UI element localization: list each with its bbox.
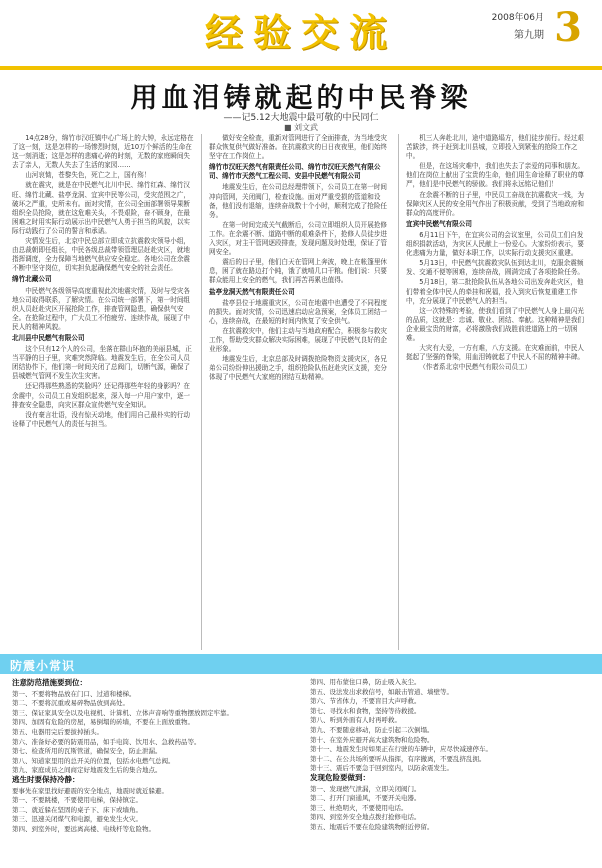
safety-title: 防震小常识 (10, 659, 76, 673)
safety-tip: 第一、不要跳楼，不要使用电梯，保持镇定。 (12, 796, 142, 805)
safety-tip: 第二、就近躲在坚固的桌子下、床下或墙角。 (12, 805, 142, 814)
safety-tip: 第九、不要随意移动，防止引起二次倒塌。 (310, 725, 434, 734)
safety-tip: 第五、电器用完后要拔掉插头。 (12, 727, 103, 736)
article-paragraph: 做好安全检查，重新对管网进行了全面排查，为当地受灾群众恢复供气做好准备。在抗震救灾的日日夜夜里，他们始终坚守在工作岗位上。 (209, 134, 388, 161)
article-paragraph: 山河哀恸，苍黎失色，死亡之上，国有殇！ (25, 171, 151, 180)
article-column-2 (209, 134, 391, 650)
safety-column-right (310, 678, 592, 866)
article-paragraph: 5月13日，中民燃气抗震救灾队伍到达北川，克服余震频发、交通不便等困难，连续奋战，圆满完成了各项抢险任务。 (406, 259, 585, 277)
safety-tip: 第八、知道家里用的总开关的位置，包括水电燃气总阀。 (12, 756, 175, 765)
safety-tip: 第三、迅速关闭煤气和电源，避免发生火灾。 (12, 815, 142, 824)
article-paragraph: 就在震灾，就是在中民燃气北川中民、绵竹红森、绵竹汉旺、绵竹北藏、盐亭龙洞、宜宾中民等公司，受灾范围之广，破坏之严重，史所未有。面对灾情，在公司全面部署领导果断组织全员抢险，就在这危难关头，不畏艰险，奋不顾身，在最困难之时用实际行动展示出中民燃气人勇于担当的风貌，以实际行动践行了公司的誓言和承诺。 (12, 181, 191, 235)
article-column-3 (406, 134, 590, 650)
masthead-divider (0, 66, 602, 70)
safety-tip: 第九、家庭成员之间商定好地震发生后的集合地点。 (12, 766, 162, 775)
safety-tip: 第五、设法发出求救信号，如敲击管道、墙壁等。 (310, 687, 453, 696)
safety-tip: 第十二、在公共场所要听从指挥，有序撤离，不要乱挤乱拥。 (310, 754, 486, 763)
safety-subheading: 逃生时要保持冷静： (12, 774, 80, 784)
article-paragraph: 没有豪言壮语，没有惊天动地，他们用自己最朴实的行动诠释了中民燃气人的责任与担当。 (12, 410, 191, 428)
article-subheading: 盐亭龙洞天然气有限责任公司 (209, 287, 295, 296)
safety-tip: 第三、保证家具安全以及电视机、计算机、立体声音响等重物摆放固定牢靠。 (12, 708, 233, 717)
column-divider (201, 134, 202, 650)
article-paragraph: 5月18日，第二批抢险队伍从各地公司出发奔赴灾区，他们带着全体中民人的牵挂和祝福，投入到灾后恢复重建工作中，充分展现了中民燃气人的担当。 (406, 278, 584, 305)
article-column-1 (12, 134, 194, 650)
article-body (12, 134, 590, 650)
article-paragraph: 在抗震救灾中，他们主动与当地政府配合，积极参与救灾工作，帮助受灾群众解决实际困难，展现了中民燃气良好的企业形象。 (209, 326, 388, 354)
article-paragraph: 14点28分，绵竹市汉旺镇中心广场上的大钟，永远定格在了这一刻，这是怎样的一场惨烈时刻，近10万个鲜活的生命在这一刻消逝；这是怎样的悲痛心碎的时刻，无数的家庭瞬间失去了亲人，无数人失去了生活的家园…… (12, 134, 194, 170)
safety-tips-section (0, 654, 602, 868)
article-paragraph: 盐亭县位于地震重灾区，公司在地震中也遭受了不同程度的损失。面对灾情，公司迅速启动应急预案，全体员工团结一心，连续奋战，在最短的时间内恢复了安全供气。 (209, 298, 388, 325)
safety-tip: 第七、检查所用的瓦斯管道，确保安全，防止泄漏。 (12, 747, 162, 756)
article-subheading: 绵竹市汉旺天然气有限责任公司、绵竹市汉旺天然气有限公司、绵竹市天然气工程公司、安县中民燃气有限公司 (209, 163, 381, 181)
safety-subheading: 注意防范措施要到位： (12, 678, 87, 687)
article-subheading: 宜宾中民燃气有限公司 (406, 219, 472, 228)
masthead (0, 0, 602, 74)
article-paragraph: 但是，在这场灾难中，我们也失去了亲爱的同事和朋友。他们在岗位上献出了宝贵的生命，他们用生命诠释了职业的尊严，他们是中民燃气的骄傲。我们将永远铭记他们！ (406, 162, 585, 189)
article-byline: ■ 刘文武 (283, 123, 319, 132)
safety-tip: 第二、打开门窗通风，不要开关电器。 (310, 794, 421, 803)
safety-subheading: 发现危险要做到： (310, 772, 370, 782)
article-paragraph: （作者系北京中民燃气有限公司员工） (419, 363, 532, 372)
article-paragraph: 在余震不断的日子里，中民员工奋战在抗震救灾一线，为保障灾区人民的安全用气作出了积极贡献，受到了当地政府和群众的高度评价。 (406, 190, 585, 217)
safety-tip: 第十一、地震发生时如果正在行驶的车辆中，应尽快减速停车。 (310, 745, 492, 754)
safety-column-left (12, 678, 294, 866)
safety-tip: 第四、用布蒙住口鼻，防止吸入灰尘。 (310, 678, 421, 686)
article-subtitle: ——记5.12大地震中最可敬的中民同仁 (223, 113, 379, 123)
article-paragraph: 中民燃气各级领导高度重视此次地震灾情，及时与受灾各地公司取得联系，了解灾情。在公司统一部署下，第一时间组织人员赶赴灾区开展抢险工作，排查管网隐患，确保供气安全。在抢险过程中，广大员工不怕疲劳、连续作战，展现了中民人的精神风貌。 (12, 286, 191, 331)
safety-tip: 第十三、震后不要急于回到室内，以防余震发生。 (310, 764, 453, 773)
article-subheading: 绵竹北藏公司 (12, 275, 52, 284)
safety-tip: 第四、到室外时，要远离高楼、电线杆等危险物。 (12, 824, 155, 833)
article-paragraph: 震后的日子里，他们白天在管网上奔波，晚上在帐篷里休息，困了就在路边打个盹，饿了就啃几口干粮。他们说：只要群众能用上安全的燃气，我们再苦再累也值得。 (209, 258, 388, 285)
article-subheading: 北川县中民燃气有限公司 (12, 333, 85, 342)
safety-tip: 第四、到室外安全地点拨打抢修电话。 (310, 813, 421, 822)
article-paragraph: 大灾有大爱，一方有难，八方支援。在灾难面前，中民人挺起了坚强的脊梁，用血泪铸就起了中民人不屈的精神丰碑。 (406, 344, 585, 362)
article-paragraph: 这个只有12个人的公司，坐落在群山环抱的美丽县城，正当平静的日子里，灾难突然降临。地震发生后，在全公司人员团结协作下，他们第一时间关闭了总阀门，切断气源，确保了县城燃气管网不发生次生灾害。 (12, 345, 192, 381)
safety-header-band (0, 654, 602, 674)
safety-tip: 第八、听到外面有人时再呼救。 (310, 716, 401, 725)
safety-tip: 第六、节省体力，不要盲目大声呼救。 (310, 697, 421, 706)
safety-tip: 第三、杜绝明火，不要使用电话。 (310, 803, 408, 812)
article-headline: 用血泪铸就起的中民脊梁 (130, 83, 472, 114)
article-paragraph: 在第一时间完成关气截断后，公司立即组织人员开展抢修工作。在余震不断、道路中断的艰难条件下，抢修人员徒步进入灾区，对主干管网逐段排查，发现问题及时处理，保证了管网安全。 (209, 220, 388, 257)
article-paragraph: 还记得那些熟悉的笑脸吗？还记得那些年轻的身影吗？在余震中，公司员工自发组织起来，深入每一户用户家中，逐一排查安全隐患，向灾区群众宣传燃气安全知识。 (12, 382, 191, 409)
issue-date: 2008年06月 (491, 13, 544, 23)
safety-tip: 第一、发现燃气泄漏，立即关闭阀门。 (310, 784, 421, 793)
section-title: 经验交流 (204, 10, 397, 55)
safety-tip: 第五、地震后不要在危险建筑物附近停留。 (310, 822, 434, 831)
article-paragraph: 机三人奔赴北川，途中道路塌方，他们徒步前行。经过艰苦跋涉，终于赶到北川县城，立即投入到紧张的抢险工作之中。 (406, 134, 585, 161)
article-paragraph: 灾情发生后，北京中民总部立即成立抗震救灾领导小组，由总裁朝即任组长，中民各级总裁带领管理层赶赴灾区，就地指挥调度，全力保障当地燃气供应安全稳定。各地公司在余震不断中坚守岗位，切实担负起确保燃气安全的社会责任。 (12, 237, 191, 273)
safety-tip: 第十、在室外应避开高大建筑物和危险物。 (310, 735, 434, 744)
article-paragraph: 6月11日下午，在宜宾公司的会议室里，公司员工们自发组织捐款活动，为灾区人民献上一份爱心。大家纷纷表示，要化悲痛为力量，做好本职工作，以实际行动支援灾区重建。 (406, 230, 585, 258)
article-paragraph: 这一次特殊的考验，使我们看到了中民燃气人身上最闪光的品质，这就是：忠诚、敬业、团结、奉献。这种精神是我们企业最宝贵的财富，必将激励我们战胜前进道路上的一切困难。 (406, 306, 585, 342)
safety-tip: 第一、不要将物品放在门口、过道和楼梯。 (12, 689, 136, 698)
safety-tip: 第二、不要将沉重或易碎物品放到高处。 (12, 699, 129, 708)
page-number: 3 (554, 4, 582, 51)
column-divider (398, 134, 399, 650)
safety-tip: 第四、加固有危险的房屋，易倒塌的砖墙，不要在上面放重物。 (12, 718, 194, 727)
safety-tip: 第七、寻找水和食物，坚持等待救援。 (310, 706, 421, 715)
safety-tip: 第六、准备好必要的防震用品，如手电筒、饮用水、急救药品等。 (12, 737, 201, 746)
issue-edition: 第九期 (514, 30, 544, 41)
article-paragraph: 地震发生后，在公司总经理带领下，公司员工在第一时间冲向管网，关闭阀门，检查设施。面对严重受损的管道和设备，他们没有退缩，连续奋战数十个小时，顺利完成了抢险任务。 (209, 183, 388, 219)
article-paragraph: 地震发生后，北京总部及时调拨抢险物资支援灾区，各兄弟公司纷纷伸出援助之手，组织抢险队伍赶赴灾区支援，充分体现了中民燃气大家庭的团结互助精神。 (209, 355, 388, 382)
safety-tip: 要事先在家里找好避震的安全地点，地震时就近躲避。 (12, 786, 168, 795)
